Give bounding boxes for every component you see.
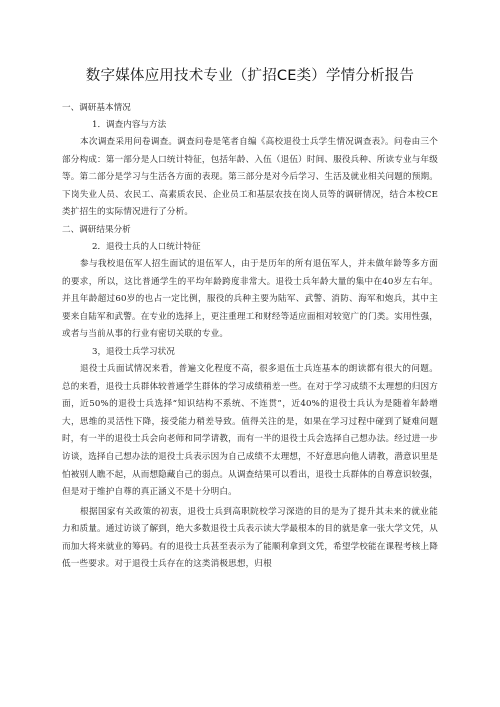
paragraph: 本次调查采用问卷调查。调查问卷是笔者自编《高校退役士兵学生情况调查表》。问卷由三个部分构成：第一部分是人口统计特征，包括年龄、入伍（退伍）时间、服役兵种、所读专业与年级等。第二部分是学习与生活各方面的表现。第三部分是对今后学习、生活及就业相关问题的预期。下岗失业人员、农民工、高素质农民、企业员工和基层农技在岗人员等的调研情况，结合本校CE类扩招生的实际情况进行了分析。	[62, 137, 438, 218]
section-heading: 二、调研结果分析	[62, 224, 131, 235]
section-heading: 一、调研基本情况	[62, 103, 131, 113]
subsection-heading: 2．退役士兵的人口统计特征	[92, 241, 201, 252]
document-body	[62, 100, 438, 574]
paragraph: 参与我校退伍军人招生面试的退伍军人，由于是历年的所有退伍军人，并未做年龄等多方面的要求，所以，这比普通学生的平均年龄跨度非常大。退役士兵年龄大量的集中在40岁左右年。并且年龄超过60岁的也占一定比例，服役的兵种主要为陆军、武警、消防、海军和炮兵，其中主要来自陆军和武警。在专业的选择上，更注重理工和财经等适应面相对较宽广的门类。实用性强，或者与当前从事的行业有密切关联的专业。	[62, 258, 438, 340]
subsection-heading: 3，退役士兵学习状况	[92, 346, 175, 357]
document-title: 数字媒体应用技术专业（扩招CE类）学情分析报告	[85, 68, 415, 84]
paragraph: 根据国家有关政策的初衷，退役士兵到高职院校学习深造的目的是为了提升其未来的就业能力和质量。通过访谈了解到，绝大多数退役士兵表示读大学最根本的目的就是拿一张大学文凭，从而加大将来就业的筹码。有的退役士兵甚至表示为了能顺利拿到文凭，希望学校能在课程考核上降低一些要求。对于退役士兵存在的这类消极思想，归根	[62, 506, 438, 570]
subsection-heading: 1．调查内容与方法	[92, 120, 167, 130]
paragraph: 退役士兵面试情况来看，普遍文化程度不高，很多退伍士兵连基本的朗读都有很大的问题。总的来看，退役士兵群体较普通学生群体的学习成绩稍差一些。在对于学习成绩不太理想的归因方面，近50%的退役士兵选择“知识结构不系统、不连贯”，近40%的退役士兵认为是随着年龄增大，思维的灵活性下降，接受能力稍差导致。值得关注的是，如果在学习过程中碰到了疑难问题时，有一半的退役士兵会向老师和同学请教，而有一半的退役士兵会选择自己想办法。经过进一步访谈，选择自己想办法的退役士兵表示因为自己成绩不太理想，不好意思向他人请教，潜意识里是怕被别人瞧不起，从而想隐藏自己的弱点。从调查结果可以看出，退役士兵群体的自尊意识较强，但是对于维护自尊的真正涵义不是十分明白。	[62, 363, 438, 498]
